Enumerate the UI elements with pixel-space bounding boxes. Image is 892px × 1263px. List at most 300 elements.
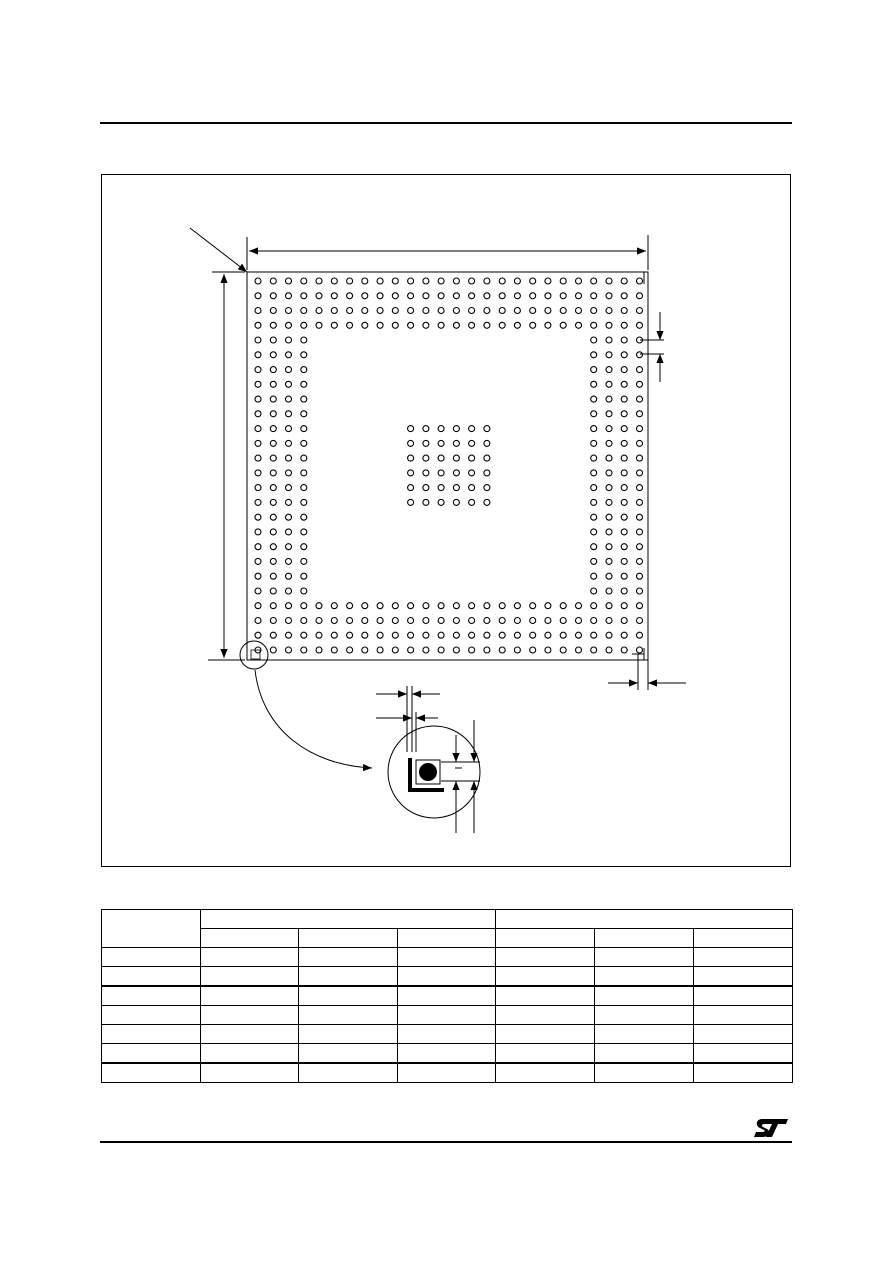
solder-ball [484, 647, 490, 653]
solder-ball [591, 396, 597, 402]
solder-ball [621, 352, 627, 358]
table-row [102, 1025, 793, 1044]
solder-ball [621, 322, 627, 328]
solder-ball [270, 485, 276, 491]
solder-ball [270, 426, 276, 432]
solder-ball [545, 293, 551, 299]
solder-ball [255, 470, 261, 476]
solder-ball [514, 618, 520, 624]
solder-ball [591, 411, 597, 417]
solder-ball [286, 558, 292, 564]
solder-ball [438, 455, 444, 461]
solder-ball [255, 293, 261, 299]
solder-ball [347, 603, 353, 609]
solder-ball [438, 499, 444, 505]
solder-ball [484, 278, 490, 284]
solder-ball [576, 603, 582, 609]
solder-ball [591, 485, 597, 491]
solder-ball [270, 588, 276, 594]
solder-ball [423, 632, 429, 638]
solder-ball [331, 293, 337, 299]
solder-ball [606, 603, 612, 609]
solder-ball [392, 632, 398, 638]
solder-ball [469, 308, 475, 314]
table-row [102, 1063, 793, 1083]
solder-ball [560, 632, 566, 638]
solder-ball [270, 396, 276, 402]
solder-ball [591, 278, 597, 284]
solder-ball [423, 278, 429, 284]
solder-ball [453, 647, 459, 653]
solder-ball [621, 499, 627, 505]
solder-ball [347, 278, 353, 284]
solder-ball [514, 647, 520, 653]
solder-ball [255, 573, 261, 579]
solder-ball [499, 293, 505, 299]
solder-ball [438, 647, 444, 653]
solder-ball [606, 337, 612, 343]
solder-ball [270, 499, 276, 505]
solder-ball [347, 618, 353, 624]
solder-ball [392, 322, 398, 328]
solder-ball [606, 426, 612, 432]
solder-ball [591, 293, 597, 299]
solder-ball [408, 322, 414, 328]
solder-ball [637, 470, 643, 476]
solder-ball [331, 632, 337, 638]
solder-ball [560, 293, 566, 299]
solder-ball [606, 632, 612, 638]
solder-ball [606, 618, 612, 624]
solder-ball [301, 485, 307, 491]
solder-ball [438, 618, 444, 624]
solder-ball [621, 470, 627, 476]
solder-ball [392, 308, 398, 314]
solder-ball [377, 647, 383, 653]
solder-ball [530, 618, 536, 624]
solder-ball [301, 381, 307, 387]
solder-ball [438, 440, 444, 446]
solder-ball [514, 278, 520, 284]
solder-ball [606, 455, 612, 461]
solder-ball [423, 499, 429, 505]
solder-ball [286, 411, 292, 417]
solder-ball [301, 603, 307, 609]
solder-ball [606, 499, 612, 505]
solder-ball [469, 440, 475, 446]
solder-ball [606, 322, 612, 328]
solder-ball [286, 470, 292, 476]
solder-ball [270, 337, 276, 343]
solder-ball [591, 440, 597, 446]
solder-ball [637, 278, 643, 284]
table-row [102, 1006, 793, 1025]
solder-ball [576, 647, 582, 653]
solder-ball [621, 367, 627, 373]
solder-ball [286, 381, 292, 387]
solder-ball [591, 455, 597, 461]
solder-ball [514, 293, 520, 299]
solder-ball [408, 603, 414, 609]
solder-ball [392, 278, 398, 284]
solder-ball [469, 499, 475, 505]
solder-ball [347, 647, 353, 653]
solder-ball [408, 440, 414, 446]
solder-ball [301, 529, 307, 535]
solder-ball [560, 308, 566, 314]
solder-ball [591, 544, 597, 550]
solder-ball [423, 618, 429, 624]
solder-ball [621, 573, 627, 579]
solder-ball [484, 322, 490, 328]
solder-ball [591, 470, 597, 476]
solder-ball [270, 573, 276, 579]
solder-ball [606, 411, 612, 417]
solder-ball [453, 278, 459, 284]
detail-leader [255, 670, 372, 768]
solder-ball [469, 293, 475, 299]
solder-ball [255, 278, 261, 284]
solder-ball [591, 603, 597, 609]
solder-ball [377, 322, 383, 328]
solder-ball [560, 647, 566, 653]
table-cell [201, 910, 496, 929]
solder-ball [286, 396, 292, 402]
solder-ball [423, 485, 429, 491]
solder-ball [362, 293, 368, 299]
solder-ball [469, 618, 475, 624]
solder-ball [606, 381, 612, 387]
solder-ball [637, 603, 643, 609]
solder-ball [255, 499, 261, 505]
solder-ball [499, 322, 505, 328]
solder-ball [637, 514, 643, 520]
solder-ball [362, 603, 368, 609]
solder-ball [255, 367, 261, 373]
solder-ball [469, 485, 475, 491]
solder-ball [270, 529, 276, 535]
solder-ball [408, 470, 414, 476]
solder-ball [499, 278, 505, 284]
solder-ball [560, 322, 566, 328]
solder-ball [316, 647, 322, 653]
pin-one-arrow [190, 228, 247, 272]
solder-ball [484, 426, 490, 432]
solder-ball [255, 455, 261, 461]
solder-ball [637, 499, 643, 505]
table-cell [496, 910, 793, 929]
solder-ball [270, 308, 276, 314]
solder-ball [637, 618, 643, 624]
solder-ball [286, 647, 292, 653]
solder-ball [637, 322, 643, 328]
solder-ball [621, 544, 627, 550]
solder-ball [621, 514, 627, 520]
footer-rule [100, 1141, 792, 1143]
solder-ball [286, 322, 292, 328]
solder-ball [255, 558, 261, 564]
solder-ball [453, 322, 459, 328]
solder-ball [438, 308, 444, 314]
solder-ball [591, 632, 597, 638]
solder-ball [255, 440, 261, 446]
solder-ball [499, 632, 505, 638]
solder-ball [484, 618, 490, 624]
solder-ball [453, 470, 459, 476]
solder-ball [438, 426, 444, 432]
solder-ball [453, 499, 459, 505]
solder-ball [484, 293, 490, 299]
solder-ball [347, 308, 353, 314]
solder-ball [591, 558, 597, 564]
solder-ball [560, 278, 566, 284]
solder-ball [591, 352, 597, 358]
solder-ball [392, 603, 398, 609]
solder-ball [270, 618, 276, 624]
solder-ball [606, 514, 612, 520]
solder-ball [591, 588, 597, 594]
solder-ball [576, 293, 582, 299]
solder-ball [560, 603, 566, 609]
solder-ball [499, 603, 505, 609]
solder-ball [621, 647, 627, 653]
solder-ball [270, 278, 276, 284]
solder-ball [591, 322, 597, 328]
solder-ball [591, 367, 597, 373]
solder-ball [301, 514, 307, 520]
solder-ball [637, 411, 643, 417]
solder-ball [621, 308, 627, 314]
solder-ball [591, 647, 597, 653]
solder-ball [514, 603, 520, 609]
solder-ball [270, 352, 276, 358]
solder-ball [621, 278, 627, 284]
solder-ball [270, 544, 276, 550]
solder-ball [316, 603, 322, 609]
solder-ball [469, 647, 475, 653]
solder-ball [377, 308, 383, 314]
solder-ball [362, 632, 368, 638]
solder-ball [438, 485, 444, 491]
solder-ball [438, 470, 444, 476]
solder-ball [270, 603, 276, 609]
solder-ball [637, 529, 643, 535]
solder-ball [637, 293, 643, 299]
solder-ball [576, 632, 582, 638]
solder-ball [301, 293, 307, 299]
solder-ball [423, 470, 429, 476]
solder-ball [301, 337, 307, 343]
dimensions-table [101, 909, 793, 1083]
solder-ball [347, 293, 353, 299]
solder-ball [286, 573, 292, 579]
solder-ball [423, 440, 429, 446]
solder-ball [576, 322, 582, 328]
solder-ball [438, 632, 444, 638]
solder-ball [255, 618, 261, 624]
solder-ball [484, 440, 490, 446]
solder-ball [362, 308, 368, 314]
solder-ball [286, 352, 292, 358]
solder-ball [301, 573, 307, 579]
solder-ball [637, 381, 643, 387]
solder-ball [606, 647, 612, 653]
solder-ball [286, 514, 292, 520]
solder-ball [362, 647, 368, 653]
solder-ball [591, 337, 597, 343]
solder-ball [530, 632, 536, 638]
solder-ball [621, 396, 627, 402]
table-row [102, 967, 793, 987]
solder-ball [484, 308, 490, 314]
solder-ball [286, 367, 292, 373]
solder-ball [484, 470, 490, 476]
solder-ball [301, 367, 307, 373]
solder-ball [286, 588, 292, 594]
solder-ball [301, 278, 307, 284]
solder-ball [606, 367, 612, 373]
solder-ball [591, 381, 597, 387]
detail-marker-circle [240, 641, 268, 669]
solder-ball [347, 632, 353, 638]
solder-ball [377, 603, 383, 609]
solder-ball [286, 440, 292, 446]
table-row [102, 1044, 793, 1064]
solder-ball [301, 308, 307, 314]
solder-ball [530, 293, 536, 299]
solder-ball [301, 470, 307, 476]
solder-ball [423, 308, 429, 314]
solder-ball [637, 632, 643, 638]
solder-ball [484, 603, 490, 609]
solder-ball [438, 322, 444, 328]
solder-ball [331, 278, 337, 284]
solder-ball [301, 588, 307, 594]
solder-ball [621, 485, 627, 491]
solder-ball [606, 573, 612, 579]
solder-ball [606, 278, 612, 284]
solder-ball [469, 322, 475, 328]
solder-ball [637, 647, 643, 653]
solder-ball [438, 293, 444, 299]
solder-ball [545, 632, 551, 638]
solder-ball [316, 322, 322, 328]
solder-ball [270, 558, 276, 564]
table-row [102, 986, 793, 1006]
solder-ball [591, 426, 597, 432]
solder-ball [453, 426, 459, 432]
solder-ball [301, 618, 307, 624]
solder-ball [270, 367, 276, 373]
solder-ball [362, 322, 368, 328]
solder-ball [301, 352, 307, 358]
solder-ball [606, 440, 612, 446]
solder-ball [286, 618, 292, 624]
solder-ball [408, 278, 414, 284]
solder-ball [545, 322, 551, 328]
solder-ball [408, 308, 414, 314]
solder-ball [331, 647, 337, 653]
solder-ball [423, 426, 429, 432]
solder-ball [545, 618, 551, 624]
ball-array [255, 278, 643, 653]
table-row [102, 910, 793, 929]
solder-ball [637, 426, 643, 432]
solder-ball [286, 485, 292, 491]
solder-ball [576, 278, 582, 284]
solder-ball [606, 588, 612, 594]
solder-ball [255, 396, 261, 402]
solder-ball [301, 632, 307, 638]
table-row [102, 948, 793, 967]
solder-ball [392, 647, 398, 653]
solder-ball [392, 293, 398, 299]
solder-ball [423, 322, 429, 328]
solder-ball [286, 632, 292, 638]
solder-ball [286, 278, 292, 284]
solder-ball [438, 278, 444, 284]
solder-ball [255, 603, 261, 609]
solder-ball [545, 603, 551, 609]
solder-ball [514, 308, 520, 314]
solder-ball [469, 278, 475, 284]
solder-ball [331, 603, 337, 609]
solder-ball [301, 426, 307, 432]
solder-ball [453, 440, 459, 446]
solder-ball [453, 308, 459, 314]
solder-ball [255, 411, 261, 417]
solder-ball [606, 544, 612, 550]
solder-ball [621, 337, 627, 343]
solder-ball [621, 426, 627, 432]
solder-ball [347, 322, 353, 328]
solder-ball [316, 618, 322, 624]
solder-ball [621, 632, 627, 638]
solder-ball [545, 278, 551, 284]
solder-ball [255, 381, 261, 387]
solder-ball [408, 485, 414, 491]
solder-ball [637, 544, 643, 550]
table-row [102, 929, 793, 948]
solder-ball [301, 411, 307, 417]
solder-ball [606, 485, 612, 491]
solder-ball [255, 632, 261, 638]
solder-ball [621, 440, 627, 446]
solder-ball [408, 632, 414, 638]
solder-ball [606, 352, 612, 358]
table-cell [102, 910, 201, 948]
solder-ball [591, 308, 597, 314]
solder-ball [621, 618, 627, 624]
solder-ball [255, 322, 261, 328]
solder-ball [331, 618, 337, 624]
solder-ball [316, 308, 322, 314]
solder-ball [331, 308, 337, 314]
solder-ball [377, 618, 383, 624]
solder-ball [606, 470, 612, 476]
solder-ball [316, 293, 322, 299]
solder-ball [286, 529, 292, 535]
solder-ball [606, 529, 612, 535]
solder-ball [621, 293, 627, 299]
solder-ball [408, 455, 414, 461]
solder-ball [469, 470, 475, 476]
solder-ball [270, 632, 276, 638]
solder-ball [377, 278, 383, 284]
solder-ball [301, 440, 307, 446]
solder-ball [545, 647, 551, 653]
solder-ball [606, 293, 612, 299]
